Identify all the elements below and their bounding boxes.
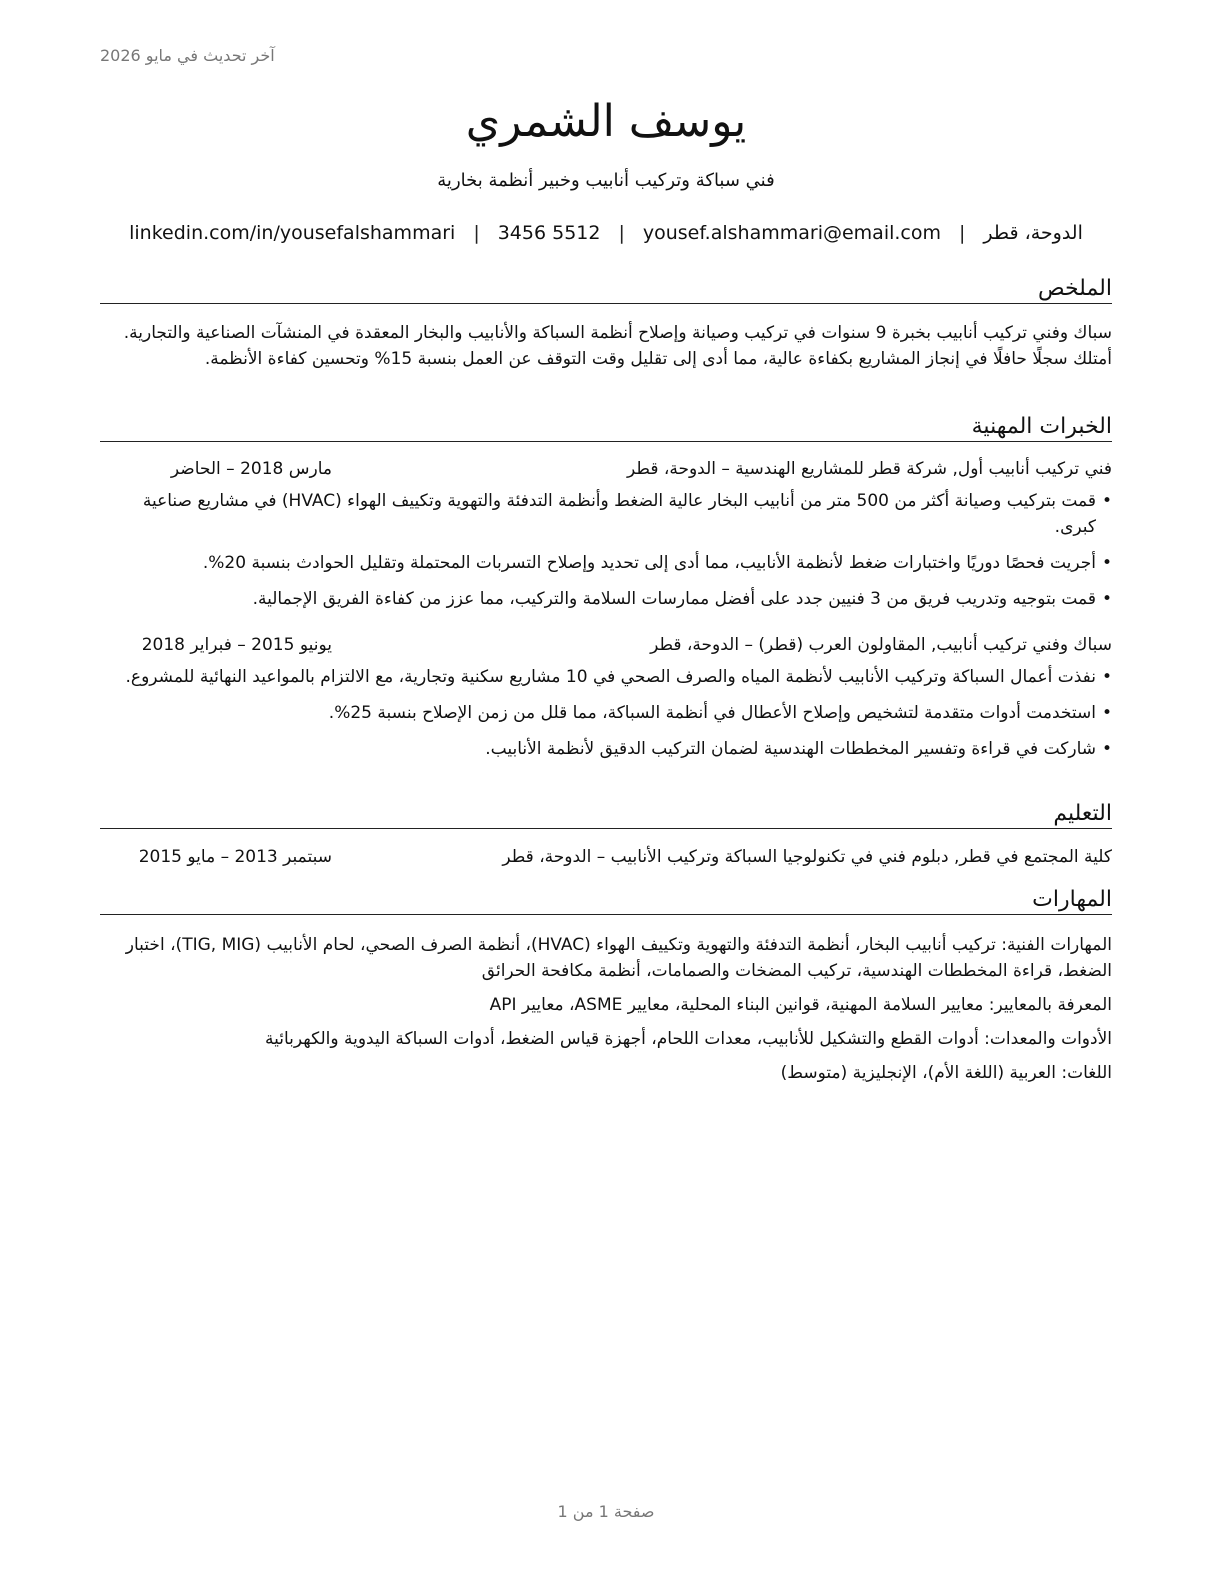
summary-text: سباك وفني تركيب أنابيب بخبرة 9 سنوات في تركيب وصيانة وإصلاح أنظمة السباكة والأنابيب والبخار المعقدة في المنشآت الصناعية والتجارية. أمتلك سجلًا حافلًا في إنجاز المشاريع بكفاءة عالية، مما أدى إلى تقليل وقت التوقف عن العمل بنسبة 15% وتحسين كفاءة الأنظمة. (123, 323, 1112, 369)
contact-linkedin[interactable]: linkedin.com/in/yousefalshammari (129, 222, 456, 244)
job-title: سباك وفني تركيب أنابيب, المقاولون العرب (قطر) – الدوحة، قطر (650, 635, 1112, 655)
list-item: • قمت بتركيب وصيانة أكثر من 500 متر من أنابيب البخار عالية الضغط وأنظمة التدفئة والتهوية وتكييف الهواء (HVAC) في مشاريع صناعية كبرى. (100, 488, 1112, 540)
contact-email[interactable]: yousef.alshammari@email.com (642, 222, 941, 244)
list-item: • شاركت في قراءة وتفسير المخططات الهندسية لضمان التركيب الدقيق لأنظمة الأنابيب. (100, 736, 1112, 762)
list-item: • استخدمت أدوات متقدمة لتشخيص وإصلاح الأعطال في أنظمة السباكة، مما قلل من زمن الإصلاح بنسبة 25%. (100, 700, 1112, 726)
skill-line: المعرفة بالمعايير: معايير السلامة المهنية، قوانين البناء المحلية، معايير ASME، معايير API (489, 995, 1112, 1015)
contact-line (100, 222, 1112, 244)
skill-line: الأدوات والمعدات: أدوات القطع والتشكيل للأنابيب، معدات اللحام، أجهزة قياس الضغط، أدوات السباكة اليدوية والكهربائية (265, 1029, 1112, 1049)
section-title-summary: الملخص (100, 276, 1112, 304)
job-heading (100, 635, 1112, 655)
contact-phone: 3456 5512 (497, 222, 601, 244)
education-heading (100, 847, 1112, 867)
contact-location: الدوحة، قطر (983, 222, 1083, 244)
job-dates: يونيو 2015 – فبراير 2018 (141, 635, 332, 655)
section-title-skills: المهارات (100, 887, 1112, 915)
list-item: • قمت بتوجيه وتدريب فريق من 3 فنيين جدد على أفضل ممارسات السلامة والتركيب، مما عزز من كفاءة الفريق الإجمالية. (100, 586, 1112, 612)
list-item: • أجريت فحصًا دوريًا واختبارات ضغط لأنظمة الأنابيب، مما أدى إلى تحديد وإصلاح التسربات المحتملة وتقليل الحوادث بنسبة 20%. (100, 550, 1112, 576)
section-title-experience: الخبرات المهنية (100, 414, 1112, 442)
job-heading (100, 459, 1112, 479)
contact-separator: | (959, 222, 966, 244)
contact-separator: | (473, 222, 480, 244)
skill-line: المهارات الفنية: تركيب أنابيب البخار، أنظمة التدفئة والتهوية وتكييف الهواء (HVAC)، أنظمة الصرف الصحي، لحام الأنابيب (TIG, MIG)، اختبار الضغط، قراءة المخططات الهندسية، تركيب المضخات والصمامات، أنظمة مكافحة الحرائق (125, 935, 1112, 981)
education-dates: سبتمبر 2013 – مايو 2015 (138, 847, 332, 867)
section-title-education: التعليم (100, 801, 1112, 829)
last-updated: آخر تحديث في مايو 2026 (100, 46, 275, 65)
job-bullets (100, 664, 1112, 772)
job-bullets (100, 488, 1112, 622)
candidate-subtitle: فني سباكة وتركيب أنابيب وخبير أنظمة بخارية (437, 170, 775, 191)
education-title: كلية المجتمع في قطر, دبلوم فني في تكنولوجيا السباكة وتركيب الأنابيب – الدوحة، قطر (502, 847, 1112, 867)
contact-separator: | (618, 222, 625, 244)
resume-page (100, 0, 1112, 1584)
skill-line: اللغات: العربية (اللغة الأم)، الإنجليزية (متوسط) (780, 1063, 1112, 1083)
job-title: فني تركيب أنابيب أول, شركة قطر للمشاريع الهندسية – الدوحة، قطر (627, 459, 1112, 479)
page-number: صفحة 1 من 1 (557, 1502, 655, 1521)
list-item: • نفذت أعمال السباكة وتركيب الأنابيب لأنظمة المياه والصرف الصحي في 10 مشاريع سكنية وتجارية، مع الالتزام بالمواعيد النهائية للمشروع. (100, 664, 1112, 690)
job-dates: مارس 2018 – الحاضر (170, 459, 332, 479)
candidate-name: يوسف الشمري (465, 96, 747, 147)
